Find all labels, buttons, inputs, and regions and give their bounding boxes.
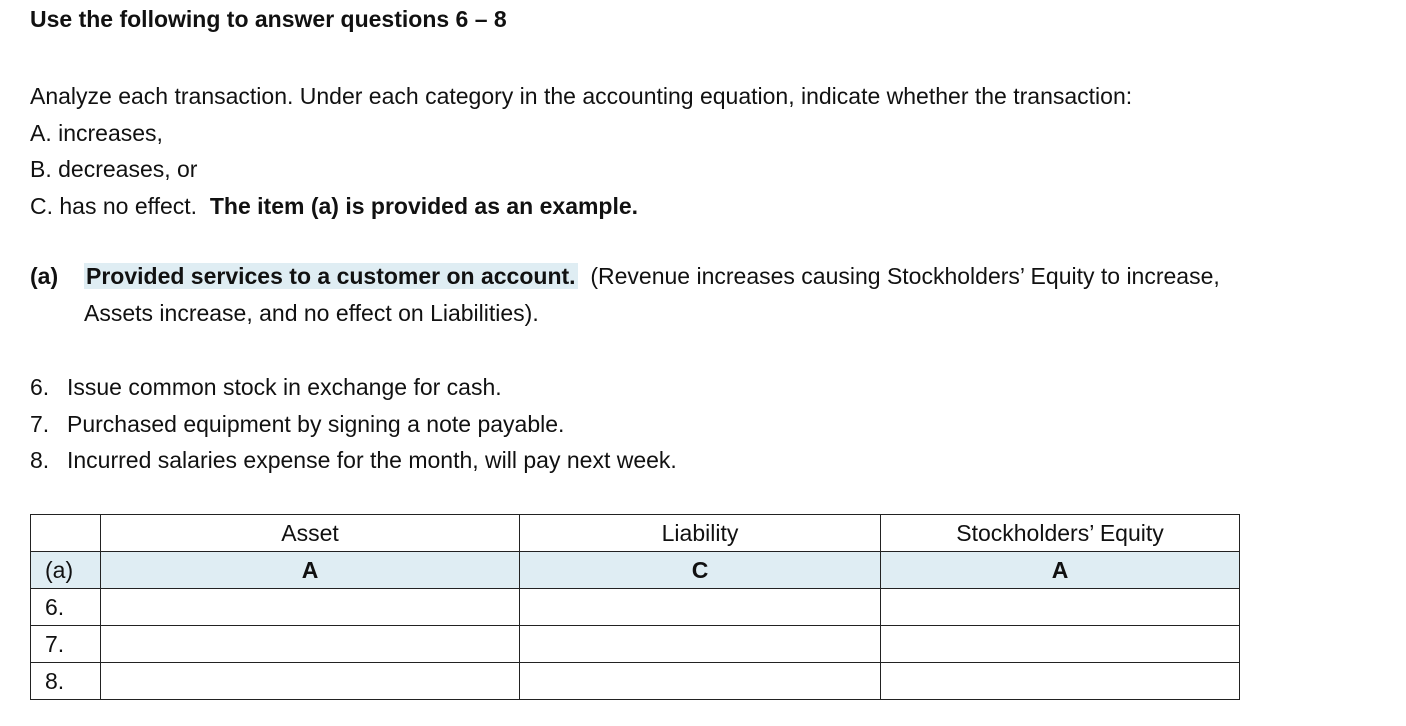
option-no-effect: C. has no effect. — [30, 192, 198, 219]
question-text: Issue common stock in exchange for cash. — [67, 374, 502, 400]
question-text: Incurred salaries expense for the month, will pay next week. — [67, 447, 677, 473]
example-note: The item (a) is provided as an example. — [209, 192, 639, 219]
answer-table — [30, 514, 1240, 700]
asset-cell[interactable] — [101, 589, 520, 626]
table-header-row — [31, 515, 1240, 552]
example-label: (a) — [30, 263, 59, 289]
instructions-block — [30, 78, 1132, 224]
liability-cell[interactable] — [520, 663, 881, 700]
option-decreases: B. decreases, or — [30, 156, 198, 182]
question-number: 8. — [30, 447, 50, 473]
header-cell-blank — [31, 515, 101, 552]
question-text: Purchased equipment by signing a note payable. — [67, 410, 565, 437]
asset-cell: A — [101, 552, 520, 589]
liability-cell[interactable] — [520, 589, 881, 626]
question-item — [30, 369, 677, 406]
row-label: (a) — [31, 552, 101, 589]
section-heading: Use the following to answer questions 6 – 8 — [30, 6, 507, 32]
liability-cell[interactable] — [520, 626, 881, 663]
equity-cell[interactable] — [881, 626, 1240, 663]
option-no-effect-line — [30, 188, 1132, 225]
table-row — [31, 589, 1240, 626]
instructions-intro: Analyze each transaction. Under each category in the accounting equation, indicate whether the transaction: — [30, 83, 1133, 109]
example-explanation-line1: (Revenue increases causing Stockholders’ Equity to increase, — [590, 263, 1220, 289]
header-cell-equity: Stockholders’ Equity — [881, 515, 1240, 552]
equity-cell: A — [881, 552, 1240, 589]
table-row — [31, 663, 1240, 700]
table-row — [31, 626, 1240, 663]
option-increases: A. increases, — [30, 119, 163, 146]
header-cell-asset: Asset — [101, 515, 520, 552]
equity-cell[interactable] — [881, 663, 1240, 700]
question-number: 7. — [30, 410, 50, 437]
question-item — [30, 442, 677, 479]
asset-cell[interactable] — [101, 626, 520, 663]
asset-cell[interactable] — [101, 663, 520, 700]
example-transaction: Provided services to a customer on account. — [86, 263, 576, 289]
header-cell-liability: Liability — [520, 515, 881, 552]
question-number: 6. — [30, 374, 50, 400]
liability-cell: C — [520, 552, 881, 589]
example-block — [30, 258, 1220, 332]
table-row — [31, 552, 1240, 589]
equity-cell[interactable] — [881, 589, 1240, 626]
row-label: 6. — [31, 589, 101, 626]
row-label: 7. — [31, 626, 101, 663]
row-label: 8. — [31, 663, 101, 700]
question-item — [30, 406, 677, 443]
example-explanation-line2: Assets increase, and no effect on Liabilities). — [84, 300, 539, 326]
question-list — [30, 369, 677, 479]
